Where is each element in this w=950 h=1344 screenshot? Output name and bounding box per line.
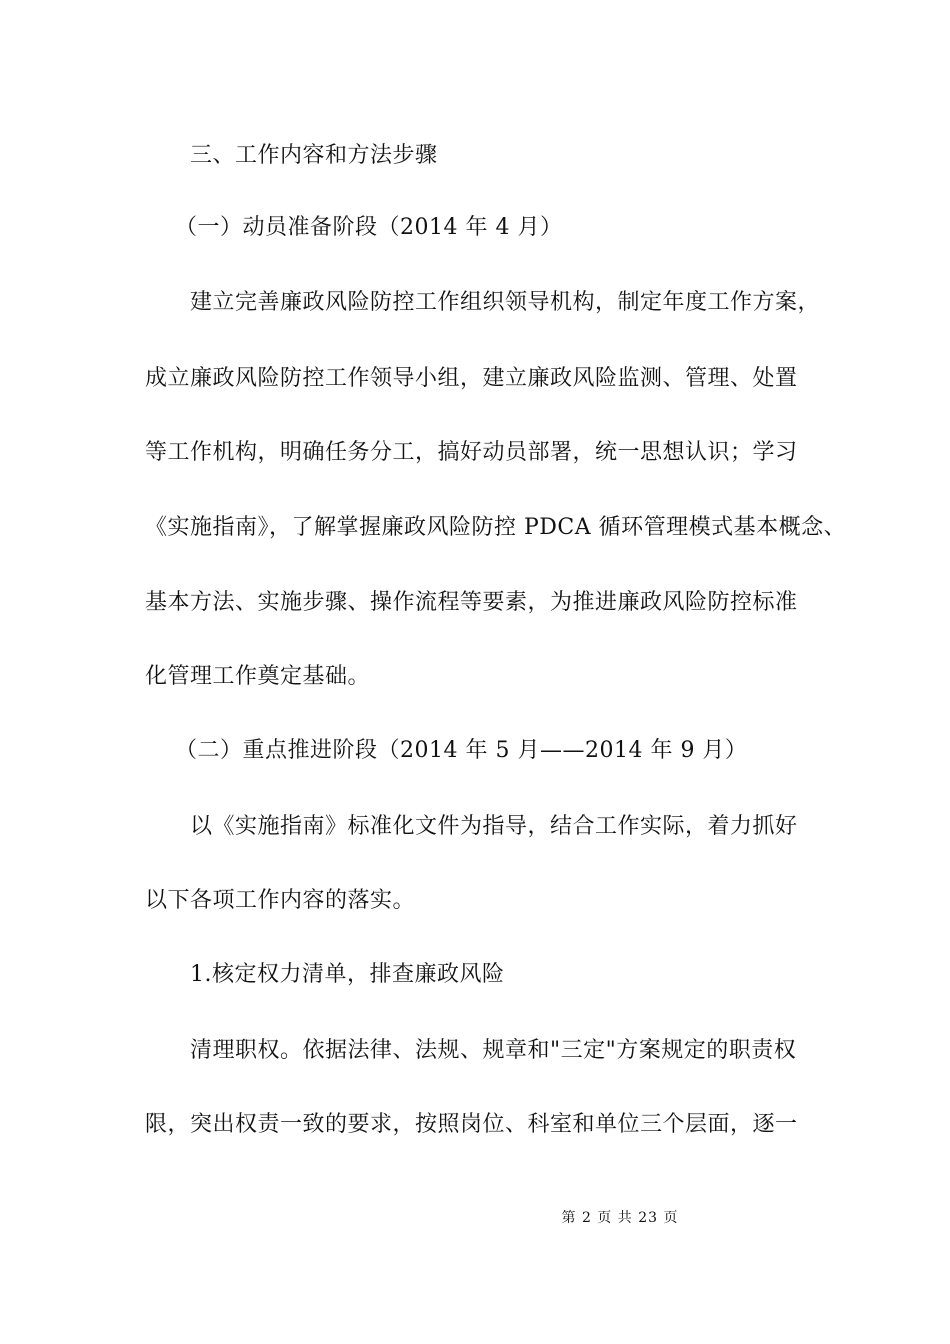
para1-line-1: 建立完善廉政风险防控工作组织领导机构，制定年度工作方案，: [190, 290, 821, 315]
page-number: 第 2 页 共 23 页: [561, 1210, 679, 1226]
para1-line-6: 化管理工作奠定基础。: [145, 664, 371, 689]
item1-title: 1.核定权力清单，排查廉政风险: [190, 962, 505, 987]
para1-line-2: 成立廉政风险防控工作领导小组，建立廉政风险监测、管理、处置: [145, 366, 798, 391]
para3-line-1: 清理职权。依据法律、法规、规章和"三定"方案规定的职责权: [190, 1038, 797, 1063]
stage2-title: （二）重点推进阶段（2014 年 5 月——2014 年 9 月）: [175, 738, 748, 763]
para1-line-3: 等工作机构，明确任务分工，搞好动员部署，统一思想认识；学习: [145, 440, 798, 465]
section-heading: 三、工作内容和方法步骤: [190, 143, 438, 168]
stage1-title: （一）动员准备阶段（2014 年 4 月）: [175, 215, 563, 240]
para1-line-5: 基本方法、实施步骤、操作流程等要素，为推进廉政风险防控标准: [145, 590, 798, 615]
para2-line-1: 以《实施指南》标准化文件为指导，结合工作实际，着力抓好: [190, 814, 798, 839]
para2-line-2: 以下各项工作内容的落实。: [145, 888, 416, 913]
page-footer: [0, 1208, 950, 1228]
para1-line-4: 《实施指南》，了解掌握廉政风险防控 PDCA 循环管理模式基本概念、: [145, 515, 847, 540]
para3-line-2: 限，突出权责一致的要求，按照岗位、科室和单位三个层面，逐一: [145, 1112, 798, 1137]
